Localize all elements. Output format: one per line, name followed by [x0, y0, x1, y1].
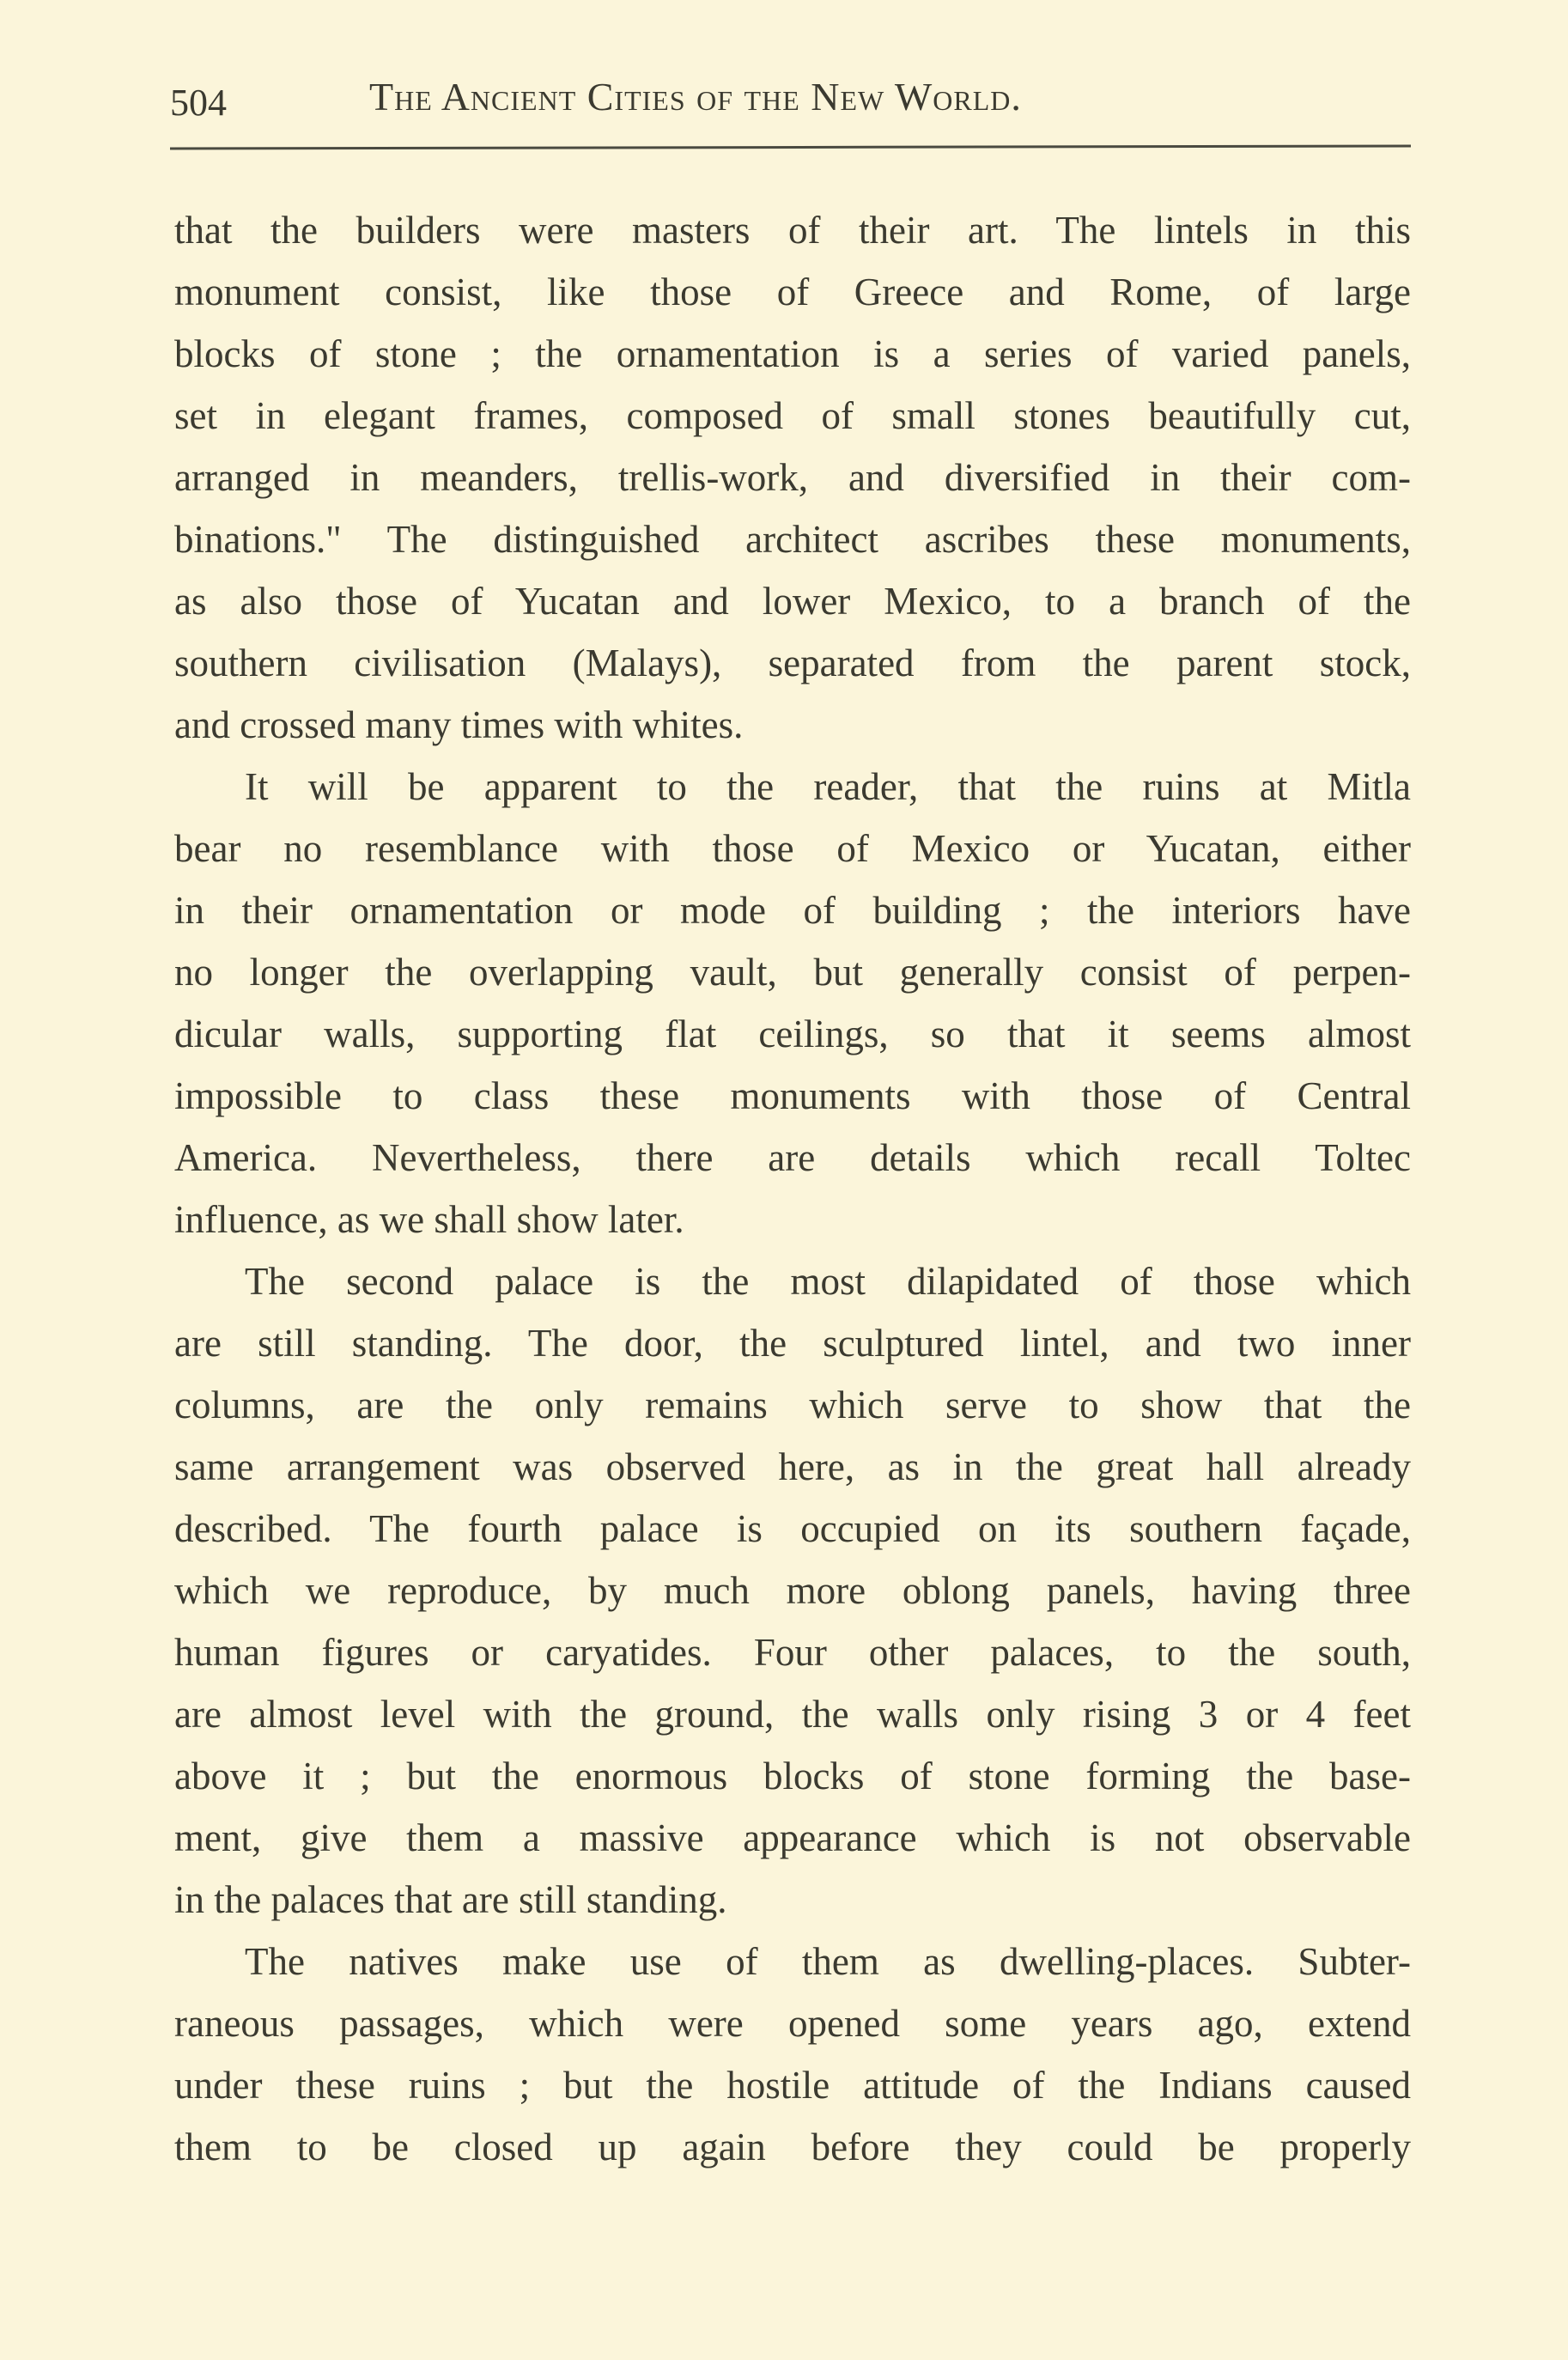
text-line: arranged in meanders, trellis-work, and diversified in their com- — [174, 456, 1411, 499]
text-line: under these ruins ; but the hostile attitude of the Indians caused — [174, 2064, 1411, 2107]
text-line: and crossed many times with whites. — [174, 703, 744, 746]
text-line: that the builders were masters of their art. The lintels in this — [174, 209, 1411, 252]
text-line: above it ; but the enormous blocks of stone forming the base- — [174, 1755, 1411, 1797]
text-line: southern civilisation (Malays), separated from the parent stock, — [174, 642, 1411, 684]
text-line: America. Nevertheless, there are details which recall Toltec — [174, 1136, 1411, 1179]
text-line: monument consist, like those of Greece and Rome, of large — [174, 271, 1411, 313]
running-title: The Ancient Cities of the New World. — [369, 75, 1022, 119]
text-line: as also those of Yucatan and lower Mexico, to a branch of the — [174, 580, 1411, 623]
text-line: described. The fourth palace is occupied on its southern façade, — [174, 1507, 1411, 1550]
running-header — [170, 67, 1411, 136]
text-line: are almost level with the ground, the walls only rising 3 or 4 feet — [174, 1693, 1411, 1736]
text-line: columns, are the only remains which serve to show that the — [174, 1384, 1411, 1426]
text-line: binations." The distinguished architect ascribes these monuments, — [174, 518, 1411, 561]
text-line: in their ornamentation or mode of building ; the interiors have — [174, 889, 1411, 932]
text-line: The natives make use of them as dwelling-places. Subter- — [245, 1940, 1411, 1983]
text-line: them to be closed up again before they could be properly — [174, 2126, 1411, 2168]
text-line: are still standing. The door, the sculptured lintel, and two inner — [174, 1322, 1411, 1365]
text-line: no longer the overlapping vault, but generally consist of perpen- — [174, 951, 1411, 994]
body-text — [174, 203, 1411, 2181]
header-rule — [170, 144, 1411, 149]
text-line: It will be apparent to the reader, that the ruins at Mitla — [245, 765, 1411, 808]
text-line: raneous passages, which were opened some years ago, extend — [174, 2002, 1411, 2045]
text-line: which we reproduce, by much more oblong panels, having three — [174, 1569, 1411, 1612]
page-number: 504 — [170, 82, 227, 124]
text-line: blocks of stone ; the ornamentation is a series of varied panels, — [174, 332, 1411, 375]
text-line: influence, as we shall show later. — [174, 1198, 684, 1241]
text-line: human figures or caryatides. Four other palaces, to the south, — [174, 1631, 1411, 1674]
text-line: set in elegant frames, composed of small stones beautifully cut, — [174, 394, 1411, 437]
text-line: dicular walls, supporting flat ceilings, so that it seems almost — [174, 1013, 1411, 1055]
text-line: in the palaces that are still standing. — [174, 1878, 727, 1921]
text-line: bear no resemblance with those of Mexico or Yucatan, either — [174, 827, 1411, 870]
text-line: The second palace is the most dilapidated of those which — [245, 1260, 1411, 1303]
text-line: impossible to class these monuments with those of Central — [174, 1074, 1411, 1117]
text-line: same arrangement was observed here, as in the great hall already — [174, 1445, 1411, 1488]
text-line: ment, give them a massive appearance which is not observable — [174, 1816, 1411, 1859]
